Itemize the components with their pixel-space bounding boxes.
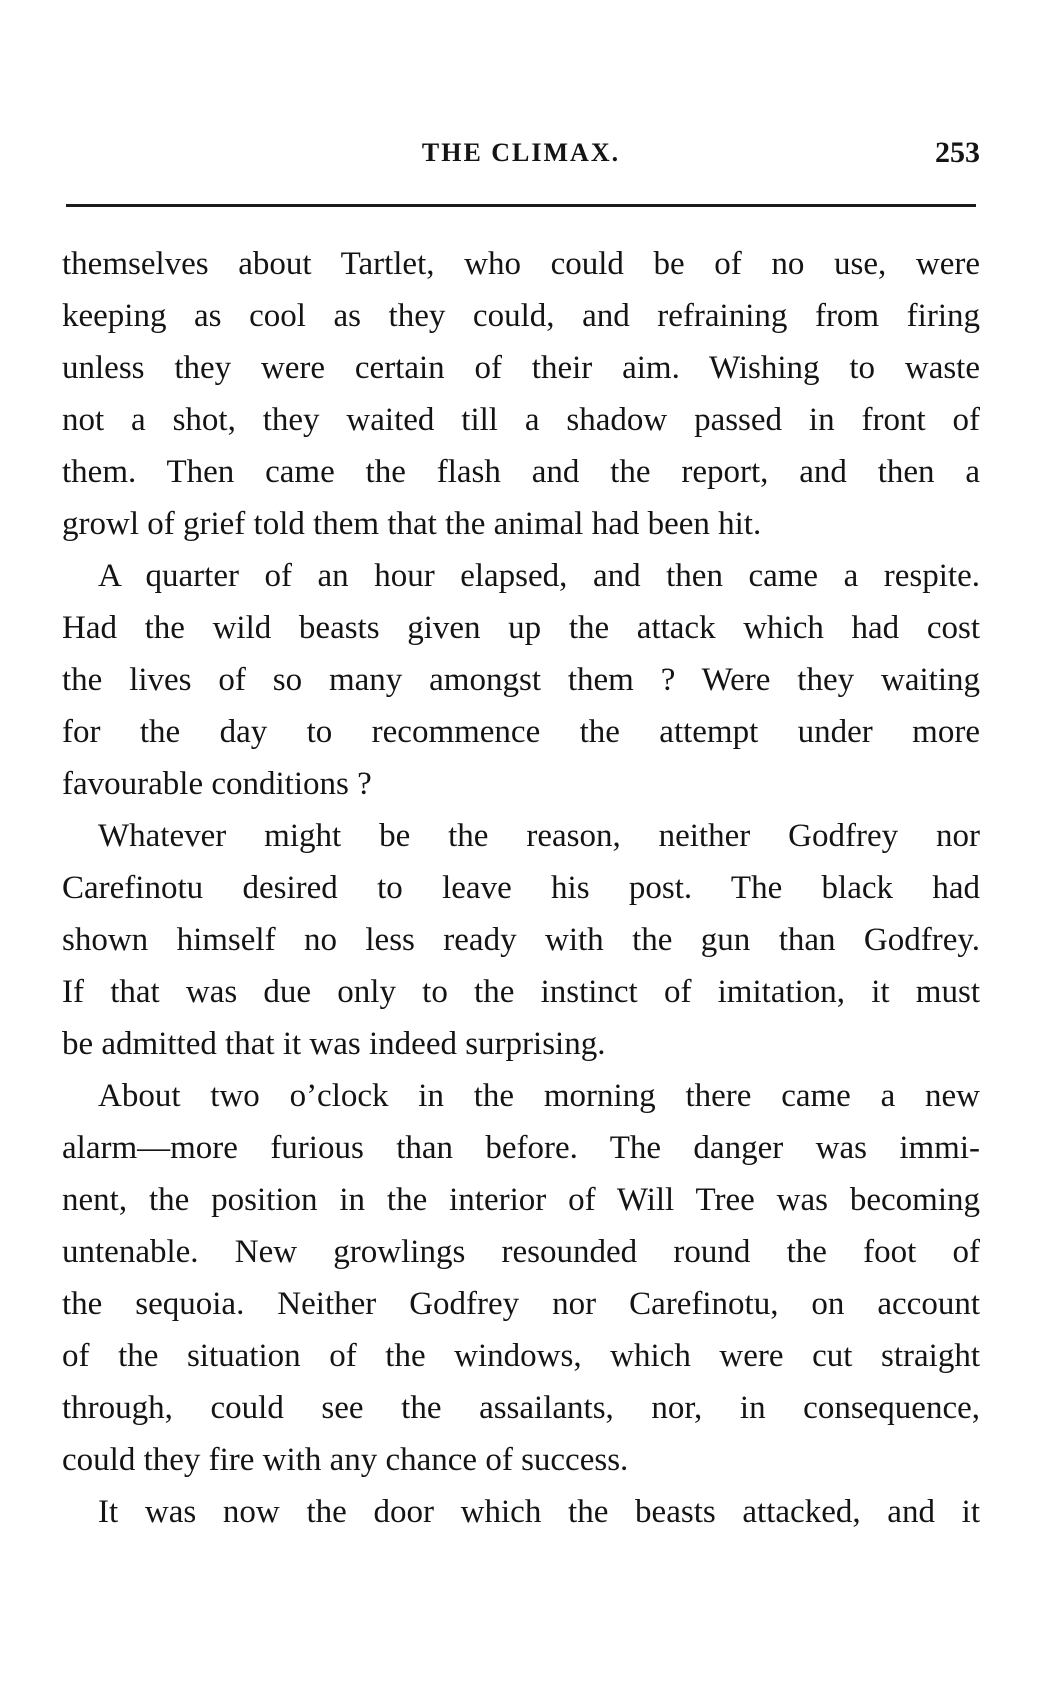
text-line: keeping as cool as they could, and refraining from firing [62,298,980,334]
text-line: through, could see the assailants, nor, in consequence, [62,1390,980,1426]
page-number: 253 [935,136,980,169]
text-line: favourable conditions ? [62,766,372,802]
text-line: nent, the position in the interior of Will Tree was becoming [62,1182,980,1218]
text-line: them. Then came the flash and the report, and then a [62,454,980,490]
text-line: A quarter of an hour elapsed, and then came a respite. [98,558,980,594]
text-line: unless they were certain of their aim. Wishing to waste [62,350,980,386]
body-text [62,238,980,1538]
text-line: Whatever might be the reason, neither Godfrey nor [98,818,980,854]
text-line: themselves about Tartlet, who could be of no use, were [62,246,980,282]
text-line: alarm—more furious than before. The danger was immi- [62,1130,980,1166]
text-line: It was now the door which the beasts attacked, and it [98,1494,980,1530]
text-line: About two o’clock in the morning there came a new [98,1078,980,1114]
text-line: If that was due only to the instinct of imitation, it must [62,974,980,1010]
text-line: the lives of so many amongst them ? Were they waiting [62,662,980,698]
text-line: untenable. New growlings resounded round the foot of [62,1234,980,1270]
text-line: Had the wild beasts given up the attack which had cost [62,610,980,646]
text-line: Carefinotu desired to leave his post. The black had [62,870,980,906]
text-line: for the day to recommence the attempt under more [62,714,980,750]
text-line: be admitted that it was indeed surprising. [62,1026,606,1062]
running-title: THE CLIMAX. [421,138,621,167]
running-head [62,132,980,176]
text-line: shown himself no less ready with the gun than Godfrey. [62,922,980,958]
header-rule [66,204,976,207]
text-line: could they fire with any chance of success. [62,1442,629,1478]
text-line: the sequoia. Neither Godfrey nor Carefinotu, on account [62,1286,980,1322]
text-line: not a shot, they waited till a shadow passed in front of [62,402,980,438]
text-line: of the situation of the windows, which were cut straight [62,1338,980,1374]
text-line: growl of grief told them that the animal had been hit. [62,506,762,542]
